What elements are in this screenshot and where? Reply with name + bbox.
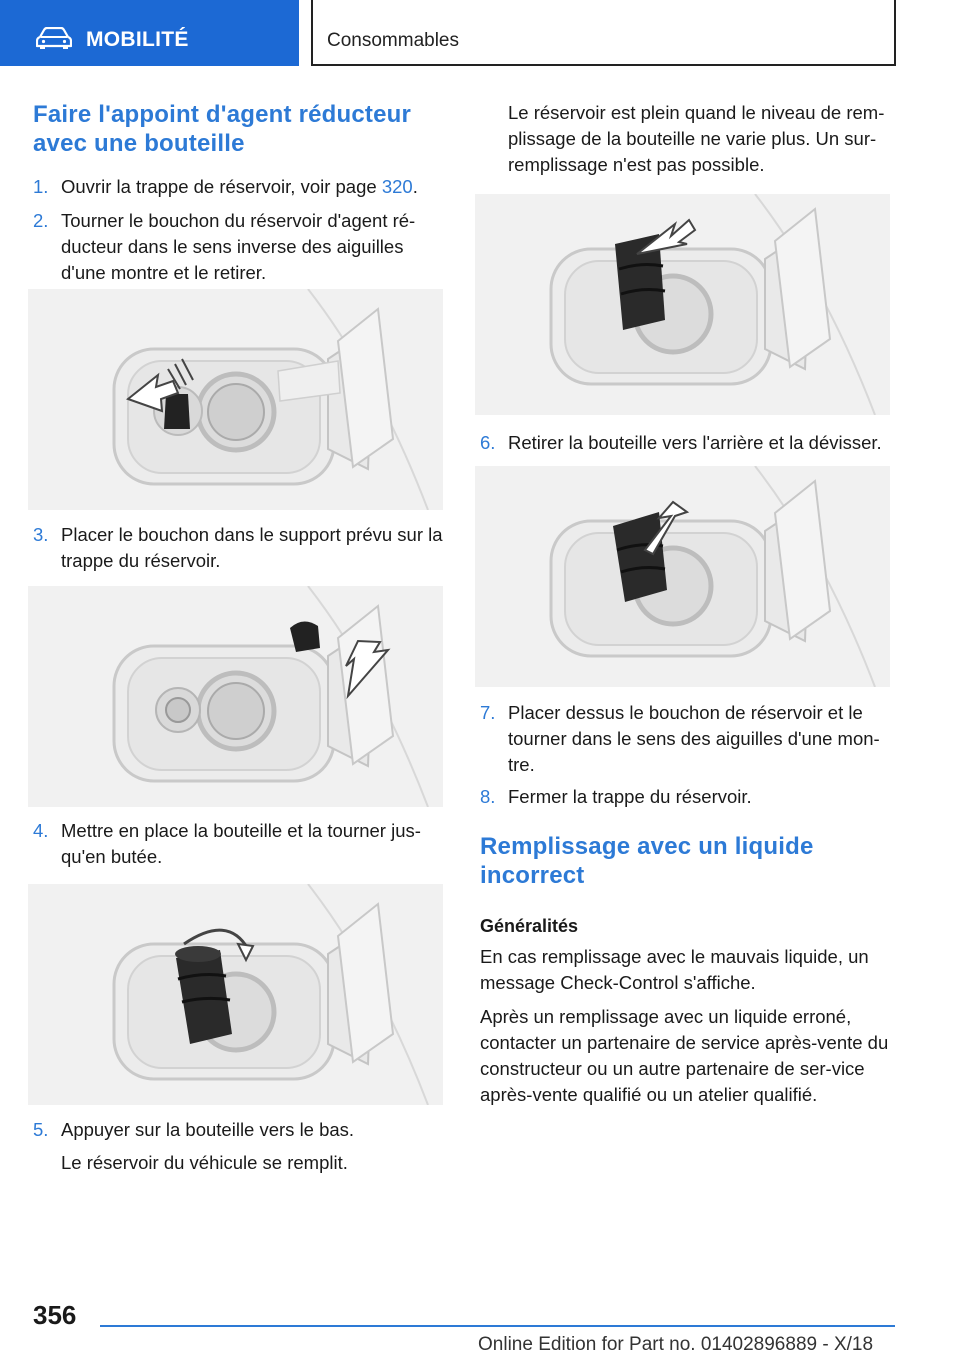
- step-7: [480, 700, 895, 778]
- page-link[interactable]: 320: [381, 176, 413, 197]
- illustration-store-cap: [28, 586, 443, 807]
- step-text: Fermer la trappe du réservoir.: [508, 786, 752, 807]
- step-2: [33, 208, 443, 286]
- illustration-filling: [475, 194, 890, 415]
- subheading: Généralités: [480, 916, 579, 936]
- car-icon: [36, 27, 72, 49]
- step-number: 8.: [480, 786, 496, 807]
- step-text: Mettre en place la bouteille et la tourner jus-qu'en butée.: [61, 820, 421, 867]
- paragraph-2: Après un remplissage avec un liquide erroné, contacter un partenaire de service après-vente du constructeur ou un autre partenaire de ser-vice après-vente qualifié ou un atelier qualifié.: [480, 1006, 889, 1105]
- fuel-door-illustration: [475, 194, 890, 415]
- fuel-door-illustration: [28, 289, 443, 510]
- footer-edition: Online Edition for Part no. 01402896889 - X/18: [478, 1334, 874, 1355]
- step-text: Tourner le bouchon du réservoir d'agent ré-ducteur dans le sens inverse des aiguilles d'une montre et le retirer.: [61, 210, 416, 283]
- intro-paragraph: [480, 100, 895, 178]
- illustration-remove-cap: [28, 289, 443, 510]
- step-4: [33, 818, 443, 870]
- section-heading-2: Remplissage avec un liquide incorrect: [480, 833, 814, 889]
- illustration-remove-bottle: [475, 466, 890, 687]
- step-number: 6.: [480, 432, 496, 453]
- page-number: 356: [33, 1300, 77, 1330]
- fuel-door-illustration: [28, 586, 443, 807]
- fuel-door-illustration: [28, 884, 443, 1105]
- step-text: Placer le bouchon dans le support prévu sur la trappe du réservoir.: [61, 524, 443, 571]
- step-5: [33, 1117, 443, 1143]
- section-tab[interactable]: [0, 0, 299, 66]
- section-label: MOBILITÉ: [86, 28, 189, 51]
- intro-text: Le réservoir est plein quand le niveau de rem-plissage de la bouteille ne varie plus. Un sur-remplissage n'est pas possible.: [508, 102, 885, 175]
- step-number: 4.: [33, 820, 49, 841]
- note-text: Le réservoir du véhicule se remplit.: [61, 1152, 348, 1173]
- step-text: Retirer la bouteille vers l'arrière et la dévisser.: [508, 432, 882, 453]
- step-3: [33, 522, 443, 574]
- chapter-header: [311, 0, 896, 66]
- step-number: 7.: [480, 702, 496, 723]
- step-number: 5.: [33, 1119, 49, 1140]
- step-6: [480, 430, 895, 456]
- left-column: [33, 100, 443, 1173]
- paragraph-1: En cas remplissage avec le mauvais liquide, un message Check-Control s'affiche.: [480, 946, 869, 993]
- illustration-insert-bottle: [28, 884, 443, 1105]
- step-1: [33, 174, 443, 200]
- step-text: Placer dessus le bouchon de réservoir et le tourner dans le sens des aiguilles d'une mon-tre.: [508, 702, 880, 775]
- fuel-door-illustration: [475, 466, 890, 687]
- step-text: Appuyer sur la bouteille vers le bas.: [61, 1119, 355, 1140]
- step-text-end: .: [412, 176, 418, 197]
- step-8: [480, 784, 895, 810]
- footer-divider: [100, 1325, 895, 1327]
- step-number: 3.: [33, 524, 49, 545]
- chapter-title: Consommables: [327, 30, 459, 51]
- step-text: Ouvrir la trappe de réservoir, voir page: [61, 176, 382, 197]
- step-number: 2.: [33, 210, 49, 231]
- step-5-note: [33, 1150, 443, 1176]
- section-heading: Faire l'appoint d'agent réducteur avec une bouteille: [33, 101, 412, 157]
- step-number: 1.: [33, 176, 49, 197]
